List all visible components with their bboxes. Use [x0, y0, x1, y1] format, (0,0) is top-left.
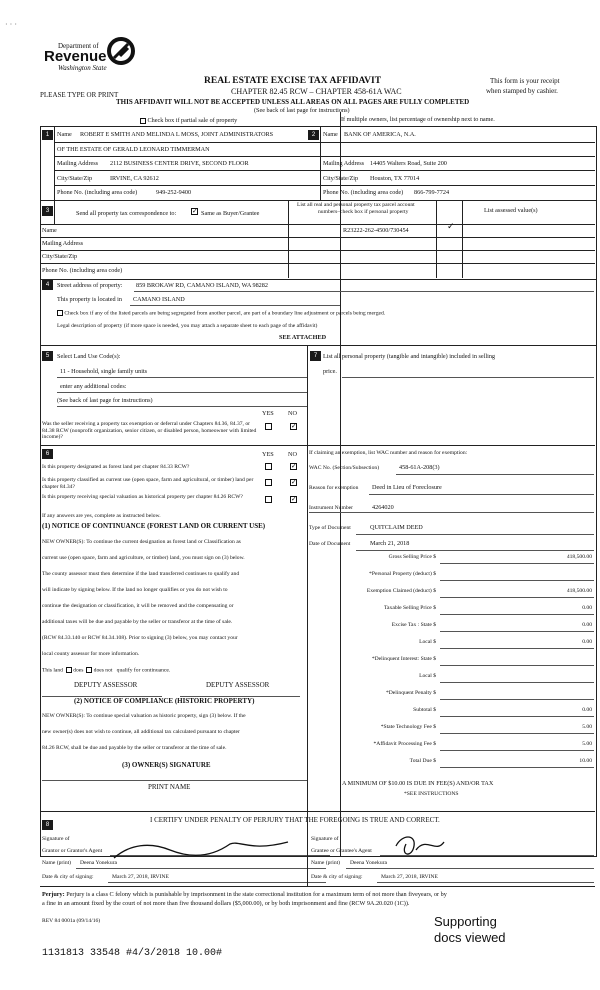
tax-row-value[interactable]: 5.00 [582, 741, 592, 747]
notice1-line1: NEW OWNER(S): To continue the current designation as forest land or Classification as [42, 539, 241, 545]
wac-label: WAC No. (Section/Subsection) [309, 465, 380, 471]
notice2-line2: new owner(s) does not wish to continue, all additional tax calculated pursuant to chapter [42, 729, 240, 735]
buyer-phone-label: Phone No. (including area code) [323, 189, 404, 196]
grantor-date[interactable]: March 27, 2018, IRVINE [112, 874, 169, 880]
s5-yes-checkbox[interactable] [265, 423, 272, 430]
s5-no-header: NO [288, 410, 297, 417]
grantor-print-label: Name (print) [42, 860, 72, 866]
seller-name-1[interactable]: ROBERT E SMITH AND MELINDA L MOSS, JOINT ADMINISTRATORS [80, 131, 274, 138]
s3-name-label: Name [42, 227, 57, 234]
s3-city-label: City/State/Zip [42, 253, 78, 260]
seller-city-label: City/State/Zip [57, 175, 93, 182]
rule [134, 291, 594, 292]
same-as-buyer-label: Same as Buyer/Grantee [201, 210, 260, 217]
rule [40, 445, 340, 446]
tax-row-rule [440, 580, 594, 581]
please-type: PLEASE TYPE OR PRINT [40, 91, 119, 99]
this-land-label: This land [42, 667, 63, 674]
grantee-sig-label: Signature of [311, 836, 339, 842]
partial-sale [140, 117, 237, 124]
does-label: does [73, 667, 84, 674]
tax-row-label: Excise Tax : State $ [391, 622, 436, 628]
grantee-agent-label: Grantee or Grantee's Agent [311, 848, 372, 854]
back-note: (See back of last page for instructions) [254, 107, 350, 114]
tax-row-value[interactable]: 418,500.00 [566, 554, 592, 560]
seller-city[interactable]: IRVINE, CA 92612 [110, 175, 159, 182]
receipt-note-2: when stamped by cashier. [486, 87, 558, 95]
grantee-date[interactable]: March 27, 2018, IRVINE [381, 874, 438, 880]
section-2-divider [320, 126, 321, 201]
tax-row-value[interactable]: 10.00 [579, 758, 592, 764]
located-label: This property is located in [57, 296, 122, 303]
rule [436, 200, 437, 278]
section-7-number: 7 [310, 351, 321, 361]
street-label: Street address of property: [57, 282, 123, 289]
tax-row-label: Gross Selling Price $ [388, 554, 436, 560]
owner-signature-label: (3) OWNER(S) SIGNATURE [122, 761, 211, 769]
doc-date-value[interactable]: March 21, 2018 [370, 540, 410, 547]
doc-date-label: Date of Document [309, 541, 351, 547]
rule [346, 868, 594, 869]
located-in[interactable]: CAMANO ISLAND [133, 296, 185, 303]
rule [307, 445, 308, 855]
grantor-print-name[interactable]: Deena Yonekura [80, 860, 117, 866]
notice1-line2: current use (open space, farm and agriculture, or timber) land, you must sign on (3) below. [42, 555, 245, 561]
tax-row-rule [440, 563, 594, 564]
price-label: price. [323, 368, 337, 375]
rule [369, 494, 594, 495]
grantee-signature[interactable] [392, 832, 448, 862]
s5-question: Was the seller receiving a property tax exemption or deferral under Chapters 84.36, 84.37, or 84.38 RCW (nonprofit organization, senior citizen, or disabled person, homeowner with limited income)? [42, 421, 257, 440]
buyer-city[interactable]: Houston, TX 77014 [370, 175, 420, 182]
rule [356, 534, 594, 535]
rule [54, 156, 340, 157]
tax-row-rule [440, 716, 594, 717]
dept-line2: Revenue [44, 48, 107, 65]
seller-phone[interactable]: 949-252-9400 [156, 189, 192, 196]
tax-row-label: Exemption Claimed (deduct) $ [366, 588, 436, 594]
rev-number: REV 84 0001a (09/14/16) [42, 918, 101, 924]
tax-row-rule [440, 665, 594, 666]
buyer-mail[interactable]: 14405 Walters Road, Suite 200 [370, 160, 447, 167]
notice1-line8: local county assessor for more information. [42, 651, 140, 657]
rule [288, 200, 289, 278]
grantee-print-name[interactable]: Deena Yonekura [350, 860, 387, 866]
see-back-instructions: (See back of last page for instructions) [57, 397, 153, 404]
s3-phone-label: Phone No. (including area code) [42, 267, 123, 274]
seller-name-2[interactable]: OF THE ESTATE OF GERALD LEONARD TIMMERMAN [57, 146, 210, 153]
grantee-date-label: Date & city of signing: [311, 874, 363, 880]
wac-value[interactable]: 458-61A-208(3) [399, 464, 440, 471]
rule [320, 185, 595, 186]
buyer-mail-label: Mailing Address [323, 160, 365, 167]
perjury-text-1: Perjury is a class C felony which is punishable by imprisonment in the state correctional institution for a maximum term of not more than fiveyears, or by [66, 891, 447, 898]
s6-q3-no-checkbox[interactable]: ✓ [291, 495, 297, 503]
notice1-line7: (RCW 84.33.140 or RCW 84.34.108). Prior to signing (3) below, you may contact your [42, 635, 238, 641]
supporting-docs-1: Supporting [434, 914, 497, 929]
s6-if-yes: If any answers are yes, complete as instructed below. [42, 513, 161, 519]
same-as-buyer-checkbox[interactable]: ✓ [192, 207, 198, 215]
s5-yes-header: YES [262, 410, 274, 417]
rule [342, 377, 594, 378]
see-attached[interactable]: SEE ATTACHED [279, 334, 327, 341]
not-accepted-note: THIS AFFIDAVIT WILL NOT BE ACCEPTED UNLESS ALL AREAS ON ALL PAGES ARE FULLY COMPLETED [116, 98, 470, 106]
qualify-label: qualify for continuance. [116, 667, 171, 674]
rule [40, 250, 595, 251]
receipt-note-1: This form is your receipt [490, 77, 560, 85]
multiple-owners-note: If multiple owners, list percentage of ownership next to name. [341, 116, 495, 123]
rule [377, 882, 594, 883]
rule [356, 550, 594, 551]
notice2-line1: NEW OWNER(S): To continue special valuation as historic property, sign (3) below. If the [42, 713, 246, 719]
seller-mail[interactable]: 2112 BUSINESS CENTER DRIVE, SECOND FLOOR [110, 160, 249, 167]
additional-codes: enter any additional codes: [60, 383, 127, 390]
tax-row-label: Total Due $ [409, 758, 436, 764]
rule [57, 406, 307, 407]
perjury-line-1 [42, 891, 447, 898]
tax-row-value[interactable]: 418,500.00 [566, 588, 592, 594]
rule [57, 392, 307, 393]
certify-statement: I CERTIFY UNDER PENALTY OF PERJURY THAT THE FOREGOING IS TRUE AND CORRECT. [150, 816, 440, 824]
s6-q1-yes-checkbox[interactable] [265, 463, 272, 470]
tax-row-rule [440, 631, 594, 632]
continuance-choice [42, 667, 170, 673]
s5-no-checkbox[interactable]: ✓ [291, 422, 297, 430]
scan-marks: · · · [5, 20, 17, 29]
s6-yes-header: YES [262, 451, 274, 458]
tax-row-label: Local $ [419, 673, 436, 679]
section-1-number: 1 [42, 130, 53, 140]
land-use-value[interactable]: 11 - Household, single family units [60, 368, 148, 375]
rule [309, 512, 594, 513]
rule [307, 811, 308, 886]
s6-q1-no-checkbox[interactable]: ✓ [291, 462, 297, 470]
tax-row-label: *Personal Property (deduct) $ [369, 571, 436, 577]
rule [40, 224, 595, 225]
s6-q2: Is this property classified as current use (open space, farm and agricultural, or timber) land per chapter 84.34? [42, 477, 254, 490]
rule [54, 170, 340, 171]
tax-row-label: *State Technology Fee $ [380, 724, 436, 730]
segregated-checkbox[interactable] [57, 310, 63, 316]
form-subtitle: CHAPTER 82.45 RCW – CHAPTER 458-61A WAC [231, 87, 402, 96]
land-use-label: Select Land Use Code(s): [57, 353, 121, 360]
print-name-label: PRINT NAME [148, 783, 191, 791]
tax-row-rule [440, 614, 594, 615]
section-5-number: 5 [42, 351, 53, 361]
partial-sale-checkbox[interactable] [140, 118, 146, 124]
section-1-divider [54, 126, 55, 201]
tax-row-value[interactable]: 0.00 [582, 622, 592, 628]
deputy-assessor-1: DEPUTY ASSESSOR [74, 681, 138, 689]
dept-line3: Washington State [58, 64, 107, 72]
section-8-number: 8 [42, 820, 53, 830]
dor-swirl-icon [106, 36, 136, 66]
instrument-label: Instrument Number [309, 505, 353, 511]
doc-type-label: Type of Document [309, 525, 351, 531]
tax-row-rule [440, 682, 594, 683]
rule [42, 780, 307, 781]
tax-row-value[interactable]: 5.00 [582, 724, 592, 730]
seller-phone-label: Phone No. (including area code) [57, 189, 138, 196]
tax-row-value[interactable]: 0.00 [582, 707, 592, 713]
seller-name-label: Name [57, 131, 72, 138]
segregated-note [57, 310, 385, 316]
tax-row-rule [440, 733, 594, 734]
cashier-stamp: 1131813 33548 #4/3/2018 10.00# [42, 948, 223, 959]
rule [108, 882, 326, 883]
rule [54, 142, 340, 143]
tax-row-rule [440, 597, 594, 598]
parcel-header-2: numbers–check box if personal property [318, 209, 409, 215]
tax-row-rule [440, 767, 594, 768]
rule [320, 170, 595, 171]
rule [130, 305, 340, 306]
assessed-header: List assessed value(s) [484, 207, 538, 214]
see-instructions: *SEE INSTRUCTIONS [404, 791, 459, 797]
rule [320, 156, 595, 157]
s6-q2-no-checkbox[interactable]: ✓ [291, 478, 297, 486]
rule [396, 474, 594, 475]
reason-value[interactable]: Deed in Lieu of Foreclosure [372, 484, 442, 491]
doc-type-value[interactable]: QUITCLAIM DEED [370, 524, 423, 531]
seller-mail-label: Mailing Address [57, 160, 99, 167]
rule [76, 868, 326, 869]
s6-q2-yes-checkbox[interactable] [265, 479, 272, 486]
grantee-print-label: Name (print) [311, 860, 341, 866]
does-checkbox[interactable] [66, 667, 72, 673]
s6-no-header: NO [288, 451, 297, 458]
notice1-line3: The county assessor must then determine if the land transferred continues to qualify and [42, 571, 240, 577]
tax-row-label: Subtotal $ [413, 707, 436, 713]
rule [307, 445, 595, 446]
rule [320, 142, 595, 143]
parcel-header-1: List all real and personal property tax parcel account [297, 202, 415, 208]
tax-row-value[interactable]: 0.00 [582, 605, 592, 611]
tax-row-label: *Delinquent Interest: State $ [371, 656, 436, 662]
rule [54, 185, 340, 186]
rule [40, 263, 595, 264]
section-6-number: 6 [42, 449, 53, 459]
personal-property-check[interactable]: ✓ [447, 222, 455, 232]
notice2-title: (2) NOTICE OF COMPLIANCE (HISTORIC PROPERTY) [74, 697, 255, 705]
notice1-line4: will indicate by signing below. If the land no longer qualifies or you do not wish to [42, 587, 228, 593]
tax-row-label: Taxable Selling Price $ [384, 605, 436, 611]
notice1-title: (1) NOTICE OF CONTINUANCE (FOREST LAND OR CURRENT USE) [42, 522, 266, 530]
minimum-note: A MINIMUM OF $10.00 IS DUE IN FEE(S) AND/OR TAX [342, 780, 494, 787]
grantor-date-label: Date & city of signing: [42, 874, 94, 880]
rule [462, 200, 463, 278]
tax-row-rule [440, 648, 594, 649]
buyer-name-label: Name [323, 131, 338, 138]
rule [40, 886, 595, 887]
street-address[interactable]: 859 BROKAW RD, CAMANO ISLAND, WA 98282 [136, 282, 268, 289]
section-3-number: 3 [42, 206, 53, 216]
section-2-number: 2 [308, 130, 319, 140]
perjury-label: Perjury: [42, 891, 65, 898]
tax-row-rule [440, 750, 594, 751]
segregated-label: Check box if any of the listed parcels are being segregated from another parcel, are part of a boundary line adjustment or parcels being merged. [64, 310, 386, 317]
s6-q1: Is this property designated as forest land per chapter 84.33 RCW? [42, 464, 190, 470]
section-4-number: 4 [42, 280, 53, 290]
tax-row-rule [440, 699, 594, 700]
does-not-label: does not [93, 667, 113, 674]
rule [54, 200, 55, 224]
notice1-line6: additional taxes will be due and payable by the seller or transferor at the time of sale. [42, 619, 233, 625]
buyer-name[interactable]: BANK OF AMERICA, N.A. [344, 131, 416, 138]
form-title: REAL ESTATE EXCISE TAX AFFIDAVIT [204, 76, 382, 86]
s6-q3: Is this property receiving special valuation as historical property per chapter 84.26 RCW? [42, 494, 243, 500]
legal-label: Legal description of property (if more space is needed, you may attach a separate sheet to each page of the affidavit) [57, 323, 318, 329]
exemption-note: If claiming an exemption, list WAC number and reason for exemption: [309, 450, 468, 456]
dept-line1: Department of [58, 42, 99, 50]
rule [307, 345, 308, 445]
s6-q3-yes-checkbox[interactable] [265, 496, 272, 503]
buyer-city-label: City/State/Zip [323, 175, 359, 182]
reason-label: Reason for exemption [309, 485, 359, 491]
notice1-line5: continue the designation or classification, it will be removed and the compensating or [42, 603, 234, 609]
rule [57, 377, 307, 378]
buyer-phone[interactable]: 866-799-7724 [414, 189, 450, 196]
s3-mail-label: Mailing Address [42, 240, 84, 247]
partial-sale-label: Check box if partial sale of property [147, 117, 238, 124]
send-correspondence-label: Send all property tax correspondence to: [76, 210, 177, 217]
does-not-checkbox[interactable] [86, 667, 92, 673]
grantor-signature[interactable] [110, 838, 290, 862]
rule [40, 237, 595, 238]
grantor-agent-label: Grantor or Grantor's Agent [42, 848, 103, 854]
tax-row-label: *Delinquent Penalty $ [385, 690, 436, 696]
tax-row-label: *Affidavit Processing Fee $ [373, 741, 436, 747]
grantor-sig-label: Signature of [42, 836, 70, 842]
notice2-line3: 84.26 RCW, shall be due and payable by the seller or transferor at the time of sale. [42, 745, 227, 751]
parcel-number[interactable]: R23222-262-4500/730454 [343, 227, 409, 234]
tax-row-value[interactable]: 0.00 [582, 639, 592, 645]
perjury-line-2: a fine in an amount fixed by the court of not more than five thousand dollars ($5,000.00), or by both imprisonment and fine (RCW 9A.20.020 (1C)). [42, 900, 410, 907]
supporting-docs-2: docs viewed [434, 930, 506, 945]
instrument-value[interactable]: 4264020 [372, 504, 394, 511]
personal-property-label: List all personal property (tangible and intangible) included in selling [323, 353, 496, 360]
deputy-assessor-2: DEPUTY ASSESSOR [206, 681, 270, 689]
tax-row-label: Local $ [419, 639, 436, 645]
